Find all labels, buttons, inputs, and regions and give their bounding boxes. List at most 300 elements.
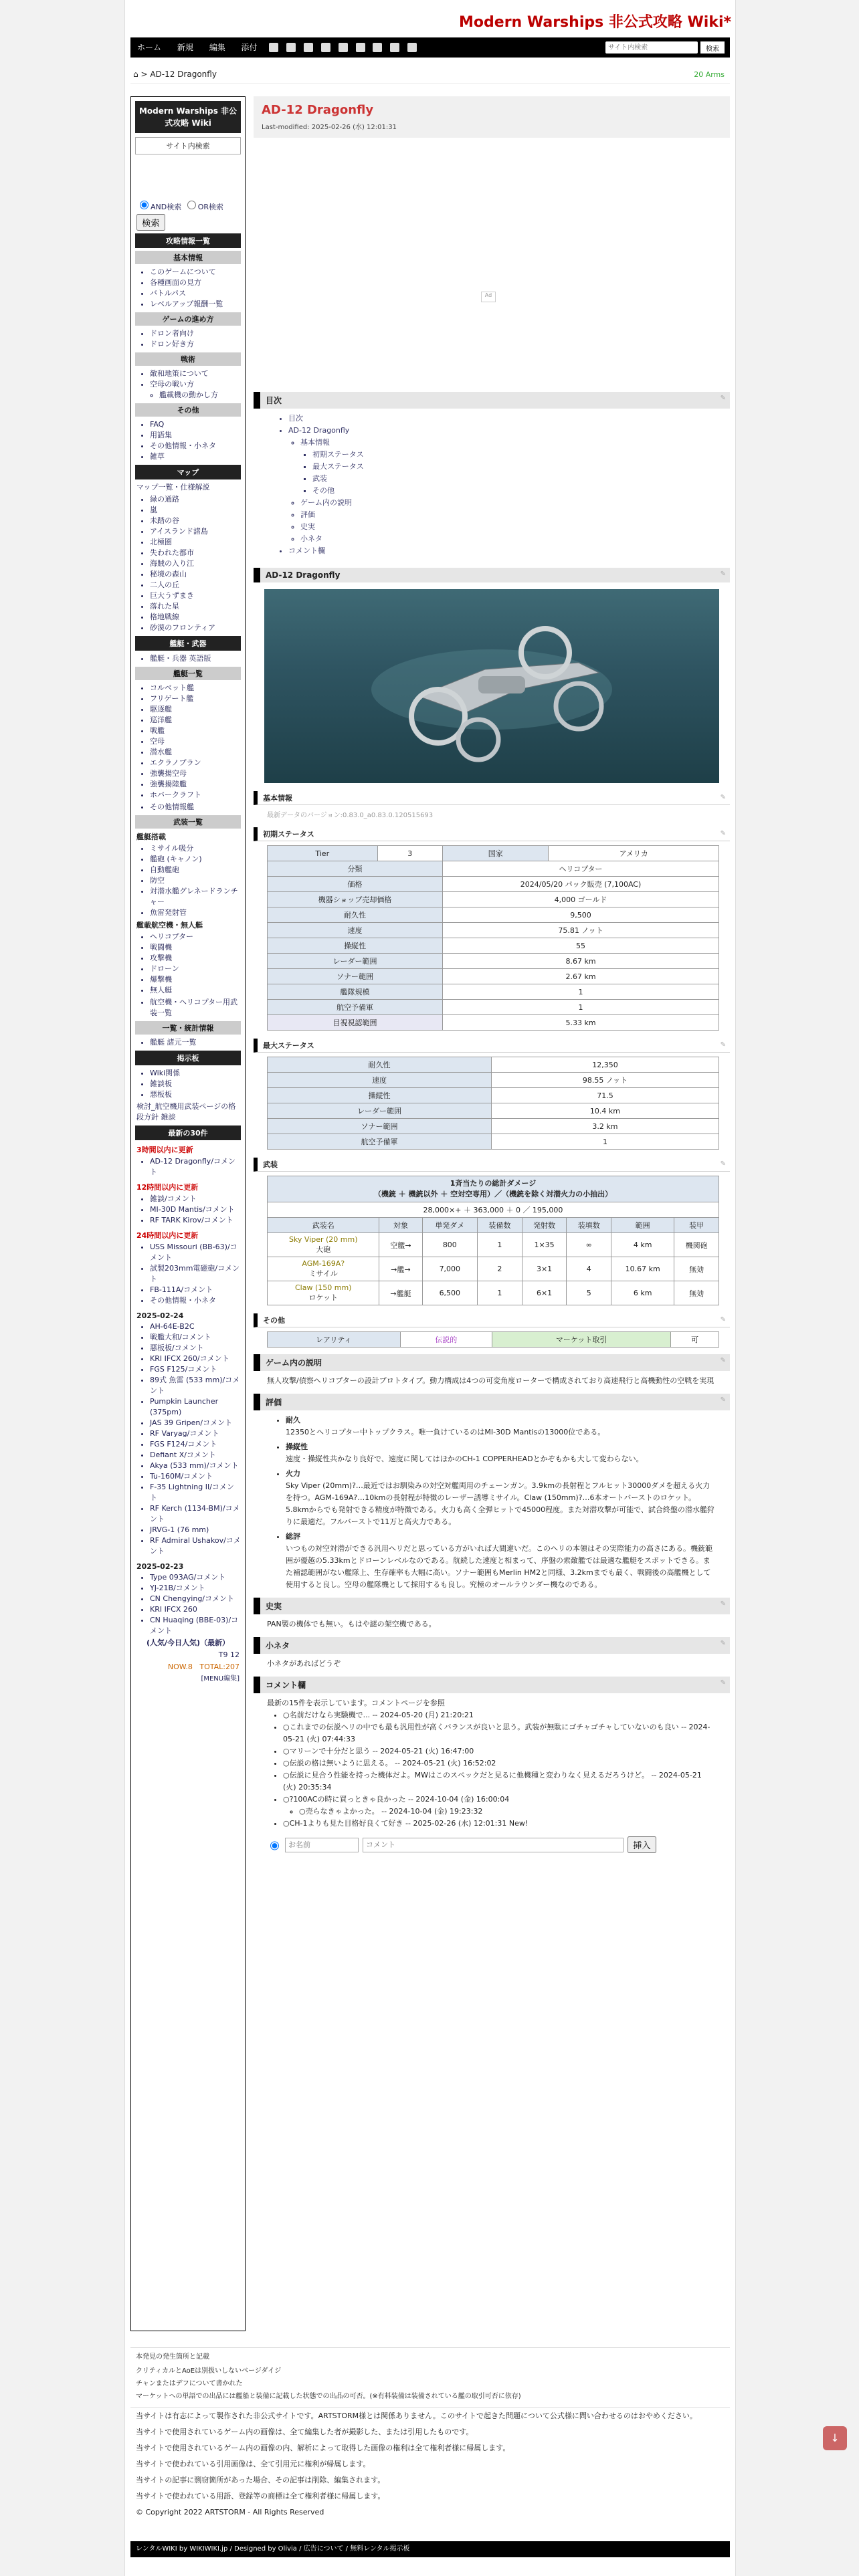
section-max-title: 最大ステータス xyxy=(263,1041,314,1050)
list-item[interactable]: • 格地戦線 xyxy=(150,612,241,623)
list-item[interactable]: • 失われた都市 xyxy=(150,548,241,558)
list-item[interactable]: • バトルパス xyxy=(150,288,241,299)
nav-edit[interactable]: 編集 xyxy=(209,43,225,52)
col-header: 範囲 xyxy=(611,1218,674,1233)
list-item[interactable]: • ミサイル吸分 xyxy=(150,843,241,854)
counter-total: TOTAL:207 xyxy=(199,1662,240,1671)
list-item[interactable]: • 雑草 xyxy=(150,451,241,462)
sidebar-heading-board: 掲示板 xyxy=(135,1051,241,1065)
disclaimer-line: © Copyright 2022 ARTSTORM - All Rights Reserved xyxy=(136,2508,324,2516)
list-item[interactable]: • 各種画面の見方 xyxy=(150,278,241,288)
stat-label: レーダー範囲 xyxy=(268,954,443,969)
sidebar-sub-howto: ゲームの進め方 xyxy=(135,312,241,326)
list-item[interactable]: • 空母の戦い方 xyxy=(150,379,241,390)
init-stats-table xyxy=(267,845,719,1031)
list-item[interactable]: • 海賊の入り江 xyxy=(150,558,241,569)
list-item[interactable]: • 秘境の森山 xyxy=(150,569,241,580)
nav-new[interactable]: 新規 xyxy=(177,43,193,52)
stat-label: 速度 xyxy=(268,923,443,938)
sidebar-heading-ships: 艦艇・武器 xyxy=(135,636,241,651)
list-item[interactable]: • 攻撃機 xyxy=(150,953,241,964)
ships-other-list xyxy=(140,802,241,813)
list-item[interactable]: • 駆逐艦 xyxy=(150,704,241,715)
history-text: PAN製の機体でも無い。もはや謎の架空機である。 xyxy=(267,1620,436,1628)
col-header: 発射数 xyxy=(522,1218,567,1233)
list-item[interactable]: • アイスランド諸島 xyxy=(150,526,241,537)
weapon-type: ロケット xyxy=(308,1293,338,1302)
comment-item: ◦ ○売らなきゃよかった。 -- 2024-10-04 (金) 19:23:32 xyxy=(299,1806,717,1818)
page-title-box xyxy=(254,96,730,138)
toc-item[interactable]: ▪ 武装 xyxy=(312,473,730,485)
list-item[interactable]: • CN Huaqing (BBE-03)/コメント xyxy=(150,1615,241,1636)
stat-value: 8.67 km xyxy=(443,954,719,969)
rarity-value: 伝説的 xyxy=(400,1332,492,1348)
toc-heading xyxy=(254,392,730,409)
list-item[interactable]: • レベルアップ報酬一覧 xyxy=(150,299,241,310)
list-item[interactable]: • AH-64E-B2C xyxy=(150,1321,241,1332)
weapon-reload: 5 xyxy=(567,1281,611,1305)
sidebar-heading-guide: 攻略情報一覧 xyxy=(135,233,241,248)
disclaimer-line: 当サイトは有志によって製作された非公式サイトです。ARTSTORM様とは関係ありません。このサイトで起きた問題について公式様に問い合わせるのはおやめください。 xyxy=(136,2411,697,2420)
tool-icon-7[interactable] xyxy=(373,43,382,52)
list-item[interactable]: • Defiant X/コメント xyxy=(150,1450,241,1461)
weapon-dmg: 800 xyxy=(422,1233,478,1257)
list-item[interactable]: • 砂漠のフロンティア xyxy=(150,623,241,633)
stat-value: 55 xyxy=(443,938,719,954)
stat-value: 98.55 ノット xyxy=(491,1073,719,1088)
list-item[interactable]: • 巡洋艦 xyxy=(150,715,241,726)
stat-label: 目視視認範囲 xyxy=(268,1015,443,1031)
list-item[interactable]: • このゲームについて xyxy=(150,267,241,278)
stat-label: 耐久性 xyxy=(268,1057,492,1073)
col-header: 単発ダメ xyxy=(422,1218,478,1233)
list-item xyxy=(286,1441,717,1465)
weapon-armor: 機関砲 xyxy=(674,1233,719,1257)
stat-label: 価格 xyxy=(268,877,443,892)
list-item[interactable]: • 用語集 xyxy=(150,430,241,441)
toc xyxy=(254,409,730,561)
edit-icon[interactable]: ✎ xyxy=(720,395,726,402)
ranking-link[interactable]: (人気/今日人気)（最新） xyxy=(146,1638,230,1647)
data-version: 最新データのバージョン:0.83.0_a0.83.0.120515693 xyxy=(267,812,434,819)
breadcrumb-bar xyxy=(130,67,730,84)
stat-value: 71.5 xyxy=(491,1088,719,1103)
misc-list xyxy=(140,997,241,1018)
stat-value: 1 xyxy=(443,984,719,1000)
list-item[interactable]: • その他情報・小ネタ xyxy=(150,1295,241,1306)
tier-value: 3 xyxy=(377,846,443,861)
site-search-input[interactable] xyxy=(605,41,698,53)
col-header: 装備数 xyxy=(478,1218,522,1233)
section-trivia-title: 小ネタ xyxy=(266,1641,290,1650)
comment-radio[interactable] xyxy=(270,1839,279,1852)
list-item[interactable]: • 敵和地策について xyxy=(150,368,241,379)
weapons-list xyxy=(140,843,241,918)
edit-icon[interactable]: ✎ xyxy=(720,1357,726,1364)
list-item[interactable]: • ホバークラフト xyxy=(150,790,241,800)
list-item[interactable]: • CN Chengying/コメント xyxy=(150,1594,241,1604)
sidebar-heading-recent: 最新の30件 xyxy=(135,1125,241,1140)
sidebar-heading-map: マップ xyxy=(135,465,241,479)
list-item[interactable]: • FGS F125/コメント xyxy=(150,1364,241,1375)
toc-item[interactable]: • 目次 xyxy=(288,413,730,425)
comments-intro[interactable]: 最新の15件を表示しています。コメントページを参照 xyxy=(267,1699,445,1707)
weapon-range: 10.67 km xyxy=(611,1257,674,1281)
recent-date2-list xyxy=(140,1572,241,1636)
section-desc-title: ゲーム内の説明 xyxy=(266,1358,322,1368)
toc-item[interactable]: ▪ 最大ステータス xyxy=(312,461,730,473)
list-item[interactable]: • 戦闘機 xyxy=(150,942,241,953)
home-icon[interactable]: ⌂ xyxy=(133,70,138,79)
weapon-armor: 無効 xyxy=(674,1257,719,1281)
nation-label: 国家 xyxy=(443,846,549,861)
table-row xyxy=(268,1233,719,1257)
section-weapons xyxy=(254,1158,730,1172)
list-item[interactable]: • RF Varyag/コメント xyxy=(150,1428,241,1439)
edit-icon[interactable]: ✎ xyxy=(720,570,726,578)
col-header: 装填数 xyxy=(567,1218,611,1233)
tier-label: Tier xyxy=(268,846,378,861)
comment-item: • ○伝説の格は無いように思える。 -- 2024-05-21 (火) 16:52:02 xyxy=(283,1757,717,1769)
weapon-type: ミサイル xyxy=(308,1269,338,1278)
stat-value: 9,500 xyxy=(443,907,719,923)
list-item[interactable]: • 89式 魚雷 (533 mm)/コメント xyxy=(150,1375,241,1396)
toc-item[interactable]: ▪ 初期ステータス xyxy=(312,449,730,461)
edit-icon[interactable]: ✎ xyxy=(720,1600,726,1608)
list-item[interactable]: • 無人艇 xyxy=(150,985,241,996)
eval-title: 火力 xyxy=(286,1469,300,1478)
breadcrumb: ⌂ > AD-12 Dragonfly xyxy=(133,70,217,79)
stat-label: 艦隊規模 xyxy=(268,984,443,1000)
sidebar-title: Modern Warships 非公式攻略 Wiki xyxy=(135,101,241,133)
and-radio[interactable] xyxy=(140,201,149,209)
stat-value: 4,000 ゴールド xyxy=(443,892,719,907)
sidebar-sub-basic: 基本情報 xyxy=(135,251,241,264)
list-item[interactable]: • ヘリコプター xyxy=(150,932,241,942)
comment-item: • ○CH-1よりも見た目格好良くて好き -- 2025-02-26 (水) 12:01:31 New! xyxy=(283,1818,717,1830)
tool-icon-1[interactable] xyxy=(269,43,278,52)
list-item[interactable]: • 悪板板/コメント xyxy=(150,1343,241,1354)
eval-title: 耐久 xyxy=(286,1416,300,1424)
menu-edit-link[interactable]: [MENU編集] xyxy=(201,1675,240,1683)
list-item[interactable]: • その他情報・小ネタ xyxy=(150,441,241,451)
section-history xyxy=(254,1598,730,1614)
section-weapons-title: 武装 xyxy=(263,1160,278,1169)
tool-icon-2[interactable] xyxy=(286,43,296,52)
aircraft-group: 艦載航空機・無人艇 xyxy=(136,921,203,930)
weapon-name[interactable]: Sky Viper (20 mm) xyxy=(288,1235,358,1244)
stat-label: ソナー範囲 xyxy=(268,969,443,984)
toc-item[interactable]: • AD-12 Dragonfly xyxy=(288,425,730,437)
list-item[interactable]: • 未踏の谷 xyxy=(150,516,241,526)
section-eval-title: 評価 xyxy=(266,1398,282,1407)
toc-item[interactable]: ▪ その他 xyxy=(312,485,730,497)
stat-value: 2.67 km xyxy=(443,969,719,984)
last-modified: Last-modified: 2025-02-26 (水) 12:01:31 xyxy=(262,124,397,131)
weapon-dmg: 7,000 xyxy=(422,1257,478,1281)
weapon-armor: 無効 xyxy=(674,1281,719,1305)
comment-submit-button[interactable]: 挿入 xyxy=(628,1836,656,1853)
edit-icon[interactable]: ✎ xyxy=(720,1640,726,1647)
list-item[interactable]: • FAQ xyxy=(150,419,241,430)
table-row xyxy=(268,1257,719,1281)
list-item[interactable]: • 北極圏 xyxy=(150,537,241,548)
comments xyxy=(267,1697,717,1830)
eval-title: 操縦性 xyxy=(286,1442,308,1451)
list-item[interactable]: • 強襲揚空母 xyxy=(150,768,241,779)
weapon-dmg: 6,500 xyxy=(422,1281,478,1305)
footer-notes xyxy=(130,2347,730,2401)
weapon-shots: 3×1 xyxy=(522,1257,567,1281)
list-item[interactable]: • AD-12 Dragonfly/コメント xyxy=(150,1156,241,1178)
ships-list xyxy=(140,683,241,800)
list-item[interactable]: • RF TARK Kirov/コメント xyxy=(150,1215,241,1226)
list-item[interactable]: • ドローン xyxy=(150,964,241,974)
stat-label: レーダー範囲 xyxy=(268,1103,492,1119)
nav-attach[interactable]: 添付 xyxy=(241,43,258,52)
toc-item[interactable]: ◦ 史実 xyxy=(300,521,730,533)
stat-value: 1 xyxy=(491,1134,719,1150)
list-item[interactable]: • Type 093AG/コメント xyxy=(150,1572,241,1583)
list-item[interactable]: • 試製203mm電磁砲/コメント xyxy=(150,1263,241,1285)
misc-discussion-link[interactable]: 検討_航空機用武装ページの格段方針 雑談 xyxy=(136,1102,236,1121)
list-item[interactable]: ◦ 艦載機の動かし方 xyxy=(159,390,241,401)
section-history-title: 史実 xyxy=(266,1602,282,1611)
stat-value: 5.33 km xyxy=(443,1015,719,1031)
comment-item: • ○名前だけなら実験機で... -- 2024-05-20 (月) 21:20:21 xyxy=(283,1709,717,1721)
weapon-target: →艦→ xyxy=(379,1257,422,1281)
list-item[interactable]: • F-35 Lightning II/コメント xyxy=(150,1482,241,1503)
list-item[interactable]: • JRVG-1 (76 mm) xyxy=(150,1525,241,1535)
disclaimer-line: 当サイトで使用されているゲーム内の画像の内、解析によって取得した画像の権利は全て権利者様に帰属します。 xyxy=(136,2444,510,2452)
list-item[interactable]: • エクラノプラン xyxy=(150,758,241,768)
nav-home[interactable]: ホーム xyxy=(137,43,162,52)
comment-item: • ○?100ACの時に買っときゃ良かった -- 2024-10-04 (金) 16:00:04 xyxy=(283,1794,717,1806)
weapon-type: 大砲 xyxy=(316,1245,331,1254)
list-item[interactable]: • フリゲート艦 xyxy=(150,693,241,704)
page-title: AD-12 Dragonfly xyxy=(262,103,374,117)
section-comments-title: コメント欄 xyxy=(266,1681,306,1690)
list-item[interactable]: • 艦艇 諸元一覧 xyxy=(150,1037,241,1048)
toc-item[interactable]: ◦ 基本情報 xyxy=(300,437,730,449)
weapons-group: 艦艇搭載 xyxy=(136,833,166,841)
edit-icon[interactable]: ✎ xyxy=(720,1041,726,1049)
section-basic xyxy=(254,791,730,805)
list-item[interactable]: • RF Kerch (1134-BM)/コメント xyxy=(150,1503,241,1525)
list-item[interactable]: • MI-30D Mantis/コメント xyxy=(150,1204,241,1215)
market-label: マーケット取引 xyxy=(492,1332,671,1348)
list-item[interactable]: • FB-111A/コメント xyxy=(150,1285,241,1295)
page-wrapper xyxy=(124,0,736,2576)
weapon-name[interactable]: Claw (150 mm) xyxy=(294,1283,352,1292)
recent-12h: 12時間以内に更新 xyxy=(136,1183,199,1192)
section-max xyxy=(254,1039,730,1053)
stat-label: 機器ショップ売却価格 xyxy=(268,892,443,907)
edit-icon[interactable]: ✎ xyxy=(720,1160,726,1168)
eval-list xyxy=(276,1414,717,1591)
eval-text: 12350とヘリコプター中トップクラス。唯一負けているのはMI-30D Mantisの13000位である。 xyxy=(286,1428,605,1436)
weapon-count: 2 xyxy=(478,1257,522,1281)
stat-value: 2024/05/20 パック販売 (7,100AC) xyxy=(443,877,719,892)
list-item[interactable]: • 嵐 xyxy=(150,505,241,516)
list-item[interactable]: • ドロン好き方 xyxy=(150,339,241,350)
footer-note: クリティカルとAoEは別扱いしないベージダイジ xyxy=(136,2367,282,2375)
scroll-top-button[interactable]: ↓ xyxy=(823,2426,847,2450)
list-item[interactable]: • FGS F124/コメント xyxy=(150,1439,241,1450)
list-item[interactable]: • Wiki関係 xyxy=(150,1068,241,1079)
list-item[interactable]: • 艦砲 (キャノン) xyxy=(150,854,241,865)
stat-label: 速度 xyxy=(268,1073,492,1088)
list-item[interactable]: • 自動艦砲 xyxy=(150,865,241,875)
list-item[interactable]: • Tu-160M/コメント xyxy=(150,1471,241,1482)
summary-line2: （機銃 ＋ 機銃以外 ＋ 空対空専用）／（機銃を除く対潜火力の小抽出） xyxy=(373,1190,613,1198)
list-item[interactable]: • 空母 xyxy=(150,736,241,747)
breadcrumb-current: AD-12 Dragonfly xyxy=(150,70,217,79)
list-item[interactable]: • YJ-21B/コメント xyxy=(150,1583,241,1594)
footer-note: チャンまたはデフについて書かれた xyxy=(136,2380,243,2387)
stat-label: 操縦性 xyxy=(268,1088,492,1103)
tool-icon-5[interactable] xyxy=(339,43,348,52)
list-item[interactable]: • 艦艇・兵器 英語版 xyxy=(150,653,241,664)
list-item[interactable]: • ドロン者向け xyxy=(150,328,241,339)
site-header xyxy=(125,0,735,37)
eval-text: いつもの対空対潜ができる汎用ヘリだと思っている方がいれば大間違いだ。このヘリの本領はその実際能力の高さにある。機銃範囲が優越の5.33kmとドローンレベルなのである。航続した速度と相まって、序盤の索敵艦では最適な艦艇をスポットできる。また補認範囲がない艦隊上、生存確率も大幅に高い。ソナー範囲もMerlin HM2と同様、3.2kmまでも最く、戦闘後の高艦機として使用すると良し。空母の艦隊機として採用するも良し。究極のオールラウンダー機なのである。 xyxy=(286,1544,712,1589)
list-item[interactable]: • 二人の丘 xyxy=(150,580,241,591)
list-item[interactable]: • 魚雷発射管 xyxy=(150,907,241,918)
map-link[interactable]: マップ一覧・仕様解説 xyxy=(136,483,210,492)
tool-icon-9[interactable] xyxy=(407,43,417,52)
sidebar-sub-tactics: 戦術 xyxy=(135,352,241,366)
site-title[interactable]: Modern Warships 非公式攻略 Wiki* xyxy=(459,14,731,31)
comment-item: • ○これまでの伝説ヘリの中でも最も汎用性が高くバランスが良いと思う。武装が無駄にゴチャゴチャしていないのも良い -- 2024-05-21 (火) 07:44:33 xyxy=(283,1721,717,1745)
sidebar-search-button[interactable]: 検索 xyxy=(136,214,165,231)
weapon-range: 6 km xyxy=(611,1281,674,1305)
list-item[interactable]: • 対潜水艦グレネードランチャー xyxy=(150,886,241,907)
disclaimer-line: 当サイトの記事に剽窃箇所があった場合、その記事は削除、編集されます。 xyxy=(136,2476,385,2484)
bottom-bar-text[interactable]: レンタルWIKI by WIKIWIKI.jp / Designed by Olivia / 広告について / 無料レンタル掲示板 xyxy=(136,2545,410,2553)
section-comments xyxy=(254,1677,730,1693)
list-item xyxy=(286,1414,717,1438)
list-item[interactable]: • 強襲揚陸艦 xyxy=(150,779,241,790)
comment-item: • ○マリーンで十分だと思う -- 2024-05-21 (火) 16:47:00 xyxy=(283,1745,717,1757)
stat-label: 操縦性 xyxy=(268,938,443,954)
list-item[interactable]: • JAS 39 Gripen/コメント xyxy=(150,1418,241,1428)
list-item xyxy=(286,1531,717,1591)
main-content xyxy=(254,96,730,1860)
list-item[interactable]: • Pumpkin Launcher (375pm) xyxy=(150,1396,241,1418)
list-item[interactable]: • 落れた星 xyxy=(150,601,241,612)
or-radio[interactable] xyxy=(187,201,196,209)
list-item[interactable]: • 悪板板 xyxy=(150,1089,241,1100)
disclaimer-line: 当サイトで使われている用語、登録等の商標は全て権利者様に帰属します。 xyxy=(136,2492,385,2500)
summary-values: 28,000×+ ＋ 363,000 ＋ 0 ／ 195,000 xyxy=(268,1202,719,1218)
trivia-text: 小ネタがあればどうぞ xyxy=(267,1659,341,1668)
stat-value: ヘリコプター xyxy=(443,861,719,877)
stat-label: 航空予備軍 xyxy=(268,1000,443,1015)
list-item[interactable]: • コルベット艦 xyxy=(150,683,241,693)
list-item[interactable]: • 戦艦大和/コメント xyxy=(150,1332,241,1343)
list-item[interactable]: • 巨大うずまき xyxy=(150,591,241,601)
list-item[interactable]: • Akya (533 mm)/コメント xyxy=(150,1461,241,1471)
sidebar-search[interactable]: サイト内検索 xyxy=(135,137,241,154)
section-eval xyxy=(254,1394,730,1410)
section-ship xyxy=(254,568,730,582)
ad-placeholder[interactable]: Ad xyxy=(481,292,496,302)
list-item[interactable]: • KRI IFCX 260 xyxy=(150,1604,241,1615)
toc-item[interactable]: • コメント欄 xyxy=(288,545,730,557)
sidebar-sub-ships: 艦艇一覧 xyxy=(135,667,241,680)
recent-3h: 3時間以内に更新 xyxy=(136,1146,193,1154)
list-item[interactable]: • 防空 xyxy=(150,875,241,886)
list-item[interactable]: • その他情報艦 xyxy=(150,802,241,813)
toc-item[interactable]: ◦ 小ネタ xyxy=(300,533,730,545)
eval-text: 速度・操縦性共かなり良好で、速度に関してはほかのCH-1 COPPERHEADとかぞもかも大して変わらない。 xyxy=(286,1455,644,1463)
recent-24h: 24時間以内に更新 xyxy=(136,1231,199,1240)
comment-text-input[interactable] xyxy=(363,1838,624,1852)
edit-icon[interactable]: ✎ xyxy=(720,830,726,837)
edit-icon[interactable]: ✎ xyxy=(720,794,726,801)
edit-icon[interactable]: ✎ xyxy=(720,1396,726,1404)
sidebar-sub-stats: 一覧・統計情報 xyxy=(135,1021,241,1035)
weapon-name[interactable]: AGM-169A? xyxy=(302,1259,345,1268)
edit-icon[interactable]: ✎ xyxy=(720,1679,726,1687)
tactics-list xyxy=(140,368,241,401)
table-row xyxy=(268,1281,719,1305)
recent-date1-list xyxy=(140,1321,241,1557)
list-item[interactable]: • 雑談板 xyxy=(150,1079,241,1089)
search-mode xyxy=(136,199,240,213)
stat-value: 3.2 km xyxy=(491,1119,719,1134)
map-list xyxy=(140,494,241,633)
section-init xyxy=(254,827,730,841)
comment-form xyxy=(267,1836,717,1853)
list-item[interactable]: • USS Missouri (BB-63)/コメント xyxy=(150,1242,241,1263)
list-item[interactable]: • RF Admiral Ushakov/コメント xyxy=(150,1535,241,1557)
list-item[interactable]: • 航空機・ヘリコプター用武装一覧 xyxy=(150,997,241,1018)
list-item[interactable]: • 緑の通路 xyxy=(150,494,241,505)
list-item[interactable]: • 爆撃機 xyxy=(150,974,241,985)
arms-count[interactable]: 20 Arms xyxy=(694,70,725,79)
toc-item[interactable]: ◦ ゲーム内の説明 xyxy=(300,497,730,509)
list-item[interactable]: • 戦艦 xyxy=(150,726,241,736)
rarity-label: レアリティ xyxy=(268,1332,401,1348)
weapon-shots: 1×35 xyxy=(522,1233,567,1257)
tool-icon-6[interactable] xyxy=(356,43,365,52)
sidebar-sub-other: その他 xyxy=(135,403,241,417)
counter-now-value: NOW.8 xyxy=(167,1662,193,1671)
comment-name-input[interactable] xyxy=(285,1838,359,1852)
weapon-shots: 6×1 xyxy=(522,1281,567,1305)
disclaimer xyxy=(130,2407,730,2520)
list-item[interactable]: • 雑談/コメント xyxy=(150,1194,241,1204)
edit-icon[interactable]: ✎ xyxy=(720,1316,726,1323)
site-search-button[interactable]: 検索 xyxy=(700,41,725,53)
list-item[interactable]: • 潜水艦 xyxy=(150,747,241,758)
section-init-title: 初期ステータス xyxy=(263,830,314,839)
toc-item[interactable]: ◦ 評価 xyxy=(300,509,730,521)
stat-label: ソナー範囲 xyxy=(268,1119,492,1134)
tool-icon-4[interactable] xyxy=(321,43,330,52)
recent-12h-list xyxy=(140,1194,241,1226)
recent-date-1: 2025-02-24 xyxy=(136,1311,184,1320)
disclaimer-line: 当サイトで使われている引用画像は、全て引用元に権利が帰属します。 xyxy=(136,2460,371,2468)
footer-note: マーケットへの単語での出品には艦船と装備に記載した状態での出品の可否。(※有料装備は装備されている艦の取引可否に依存) xyxy=(136,2393,521,2400)
stat-label: 分類 xyxy=(268,861,443,877)
tool-icon-3[interactable] xyxy=(304,43,313,52)
recent-24h-list xyxy=(140,1242,241,1306)
tool-icon-8[interactable] xyxy=(390,43,399,52)
list-item[interactable]: • KRI IFCX 260/コメント xyxy=(150,1354,241,1364)
